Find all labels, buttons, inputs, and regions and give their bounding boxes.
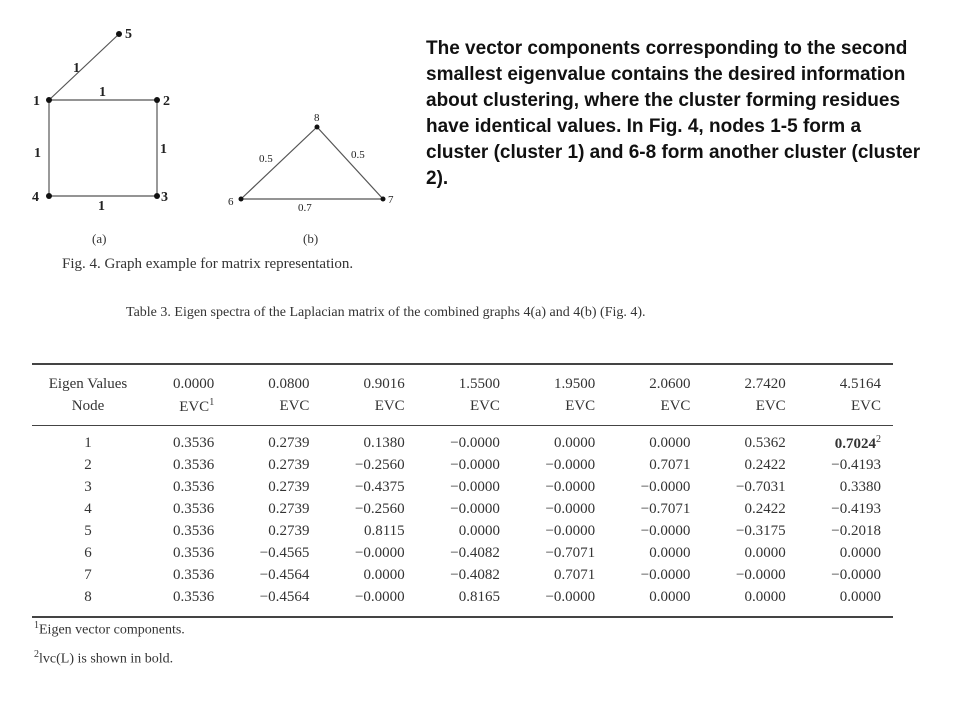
evc-header: EVC (512, 395, 607, 426)
evc-header: EVC (417, 395, 512, 426)
table-row (32, 498, 893, 520)
node-label-4: 4 (32, 190, 39, 205)
node-cell: 5 (84, 522, 92, 539)
table-row (32, 476, 893, 498)
value-cell: 0.0000 (363, 566, 405, 583)
evc-header: EVC (226, 395, 321, 426)
eigenvalue-header: 0.0800 (268, 375, 310, 392)
value-cell: −0.0000 (640, 522, 691, 539)
value-cell: 0.0000 (458, 522, 500, 539)
value-cell: −0.2018 (831, 522, 881, 539)
evc-header: EVC (702, 395, 797, 426)
value-cell: −0.0000 (545, 522, 596, 539)
eigenvalue-header: 1.9500 (553, 375, 596, 392)
value-cell: 0.3536 (172, 500, 215, 517)
node-cell: 2 (84, 456, 92, 473)
value-cell: −0.4193 (831, 456, 881, 473)
value-cell: 0.3536 (172, 566, 215, 583)
value-cell: 0.7071 (553, 566, 596, 583)
value-cell: −0.0000 (831, 566, 881, 583)
node-6 (239, 197, 244, 202)
table-row (32, 586, 893, 617)
footnote: $^1$Eigen vector components. (34, 620, 185, 638)
node-label-1: 1 (33, 94, 40, 109)
value-cell: 0.2739 (268, 478, 310, 495)
value-cell: 0.7071 (649, 456, 691, 473)
subfigure-label-b: (b) (303, 231, 319, 246)
value-cell: 0.2422 (744, 456, 786, 473)
description-text: The vector components corresponding to the second smallest eigenvalue contains the desired information about clustering, where the cluster forming residues have identical values. In Fig. 4, nodes 1-5 form a cluster (cluster 1) and 6-8 form another cluster (cluster 2). (426, 38, 921, 189)
value-cell: 0.3536 (172, 434, 215, 451)
edge-weight-2-3: 1 (160, 142, 167, 157)
value-cell: −0.0000 (545, 456, 596, 473)
value-cell: −0.4082 (450, 566, 500, 583)
edge-weight-8-7: 0.5 (351, 149, 365, 161)
edge-weight-1-4: 1 (34, 146, 41, 161)
node-label-6: 6 (228, 196, 234, 208)
node-label-3: 3 (161, 190, 168, 205)
eigenvalue-header: 4.5164 (839, 375, 881, 392)
value-cell: 0.0000 (744, 544, 786, 561)
footnote-marker: 2 (876, 433, 881, 445)
evc-header-row (32, 395, 893, 426)
table-row (32, 426, 893, 455)
footnote-marker: 1 (34, 620, 39, 631)
value-cell: 0.8165 (458, 588, 500, 605)
edge-8-6 (241, 127, 317, 199)
value-cell: −0.0000 (640, 478, 691, 495)
value-cell: −0.4193 (831, 500, 881, 517)
node-4 (46, 193, 52, 199)
value-cell: 0.1380 (363, 434, 405, 451)
value-cell: −0.0000 (450, 434, 500, 451)
node-column-label: Node (32, 395, 144, 426)
table-caption: Table 3. Eigen spectra of the Laplacian matrix of the combined graphs 4(a) and 4(b) (Fig. 4). (126, 305, 646, 320)
value-cell: 0.3536 (172, 456, 215, 473)
node-cell: 4 (84, 500, 92, 517)
value-cell: −0.7031 (735, 478, 786, 495)
value-cell: 0.0000 (839, 588, 881, 605)
value-cell: 0.2739 (268, 522, 310, 539)
edge-1-5 (49, 34, 119, 100)
value-cell: −0.7071 (545, 544, 596, 561)
value-cell-bold: 0.7024$^2$ (834, 433, 881, 452)
value-cell: −0.4565 (259, 544, 310, 561)
table-row (32, 542, 893, 564)
value-cell: −0.4564 (259, 588, 310, 605)
eigenvalue-header: 2.0600 (649, 375, 691, 392)
node-cell: 3 (84, 478, 92, 495)
value-cell: −0.0000 (450, 478, 500, 495)
evc-header: EVC (607, 395, 702, 426)
eigenvalue-header: 1.5500 (458, 375, 500, 392)
node-cell: 6 (84, 544, 92, 561)
footnote: $^2$lvc(L) is shown in bold. (34, 648, 174, 667)
value-cell: 0.3536 (172, 522, 215, 539)
value-cell: −0.7071 (640, 500, 691, 517)
evc-header: EVC (321, 395, 416, 426)
table-row (32, 520, 893, 542)
value-cell: −0.0000 (545, 588, 596, 605)
value-cell: −0.0000 (450, 500, 500, 517)
footnote-marker: 2 (34, 648, 39, 660)
footnote-marker: 1 (209, 396, 215, 408)
value-cell: −0.3175 (735, 522, 786, 539)
eigenvalue-header: 0.0000 (172, 375, 215, 392)
value-cell: 0.2739 (268, 434, 310, 451)
node-label-5: 5 (125, 27, 132, 42)
value-cell: 0.2739 (268, 500, 310, 517)
eigenvalue-header-row (32, 364, 893, 395)
node-label-2: 2 (163, 94, 170, 109)
subfigure-label-a: (a) (92, 231, 107, 246)
edge-weight-6-7: 0.7 (298, 202, 312, 214)
value-cell: 0.3536 (172, 544, 215, 561)
edge-weight-8-6: 0.5 (259, 153, 273, 165)
value-cell: −0.0000 (354, 544, 405, 561)
edge-weight-1-2: 1 (99, 85, 106, 100)
eigenvalue-header: 0.9016 (363, 375, 405, 392)
node-5 (116, 31, 122, 37)
node-1 (46, 97, 52, 103)
eigen-spectra-table (32, 363, 893, 618)
node-3 (154, 193, 160, 199)
edge-weight-3-4: 1 (98, 199, 105, 214)
value-cell: 0.2739 (268, 456, 310, 473)
node-label-7: 7 (388, 194, 394, 206)
table-row (32, 564, 893, 586)
value-cell: 0.5362 (744, 434, 786, 451)
value-cell: −0.0000 (545, 478, 596, 495)
edge-weight-1-5: 1 (73, 61, 80, 76)
value-cell: 0.3536 (172, 478, 215, 495)
eigenvalues-label: Eigen Values (48, 375, 128, 392)
value-cell: 0.3536 (172, 588, 215, 605)
node-cell: 7 (84, 566, 92, 583)
evc-header: EVC (798, 395, 893, 426)
eigenvalue-header: 2.7420 (744, 375, 786, 392)
value-cell: 0.0000 (649, 588, 691, 605)
value-cell: 0.0000 (744, 588, 786, 605)
value-cell: −0.0000 (640, 566, 691, 583)
value-cell: 0.8115 (363, 522, 405, 539)
value-cell: −0.0000 (735, 566, 786, 583)
value-cell: −0.4375 (354, 478, 405, 495)
value-cell: −0.4564 (259, 566, 310, 583)
value-cell: −0.4082 (450, 544, 500, 561)
edge-8-7 (317, 127, 383, 199)
node-2 (154, 97, 160, 103)
node-cell: 8 (84, 588, 92, 605)
value-cell: 0.0000 (649, 434, 691, 451)
value-cell: −0.0000 (354, 588, 405, 605)
value-cell: 0.3380 (839, 478, 881, 495)
figure-4 (0, 0, 440, 250)
node-label-8: 8 (314, 112, 320, 124)
value-cell: 0.0000 (553, 434, 596, 451)
value-cell: −0.2560 (354, 456, 405, 473)
value-cell: 0.0000 (839, 544, 881, 561)
node-7 (381, 197, 386, 202)
value-cell: −0.0000 (450, 456, 500, 473)
value-cell: 0.0000 (649, 544, 691, 561)
value-cell: −0.0000 (545, 500, 596, 517)
figure-caption: Fig. 4. Graph example for matrix representation. (62, 256, 354, 272)
node-8 (315, 125, 320, 130)
table-footnotes (34, 614, 185, 671)
evc-header: EVC$^1$ (144, 395, 226, 426)
value-cell: 0.2422 (744, 500, 786, 517)
value-cell: −0.2560 (354, 500, 405, 517)
node-cell: 1 (84, 434, 92, 451)
table-row (32, 454, 893, 476)
